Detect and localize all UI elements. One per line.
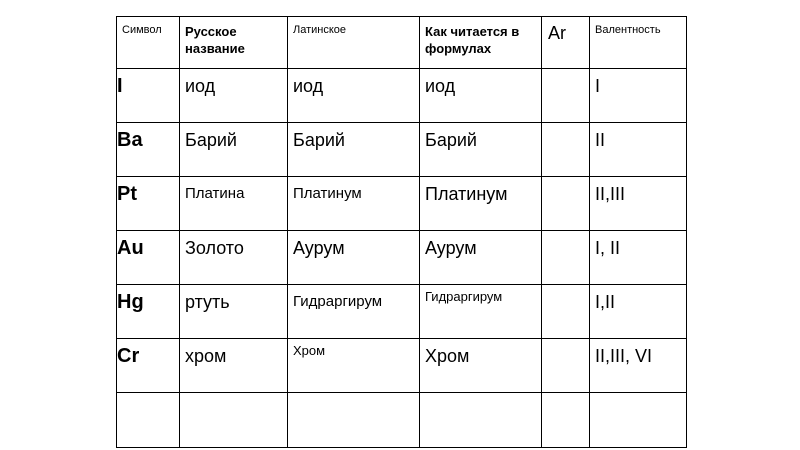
cell-latin: Хром	[288, 339, 420, 393]
cell-read: Платинум	[420, 177, 542, 231]
cell-valence: II,III	[590, 177, 687, 231]
cell-symbol: Ba	[117, 123, 180, 177]
cell-valence	[590, 393, 687, 448]
cell-russian: хром	[180, 339, 288, 393]
cell-read: иод	[420, 69, 542, 123]
header-russian-name: Русское название	[180, 17, 288, 69]
table-row	[117, 69, 687, 123]
table-row	[117, 177, 687, 231]
table-row	[117, 339, 687, 393]
cell-russian: Золото	[180, 231, 288, 285]
cell-read: Барий	[420, 123, 542, 177]
cell-latin	[288, 393, 420, 448]
cell-ar	[542, 231, 590, 285]
cell-latin: иод	[288, 69, 420, 123]
cell-latin: Аурум	[288, 231, 420, 285]
cell-ar	[542, 123, 590, 177]
cell-ar	[542, 69, 590, 123]
header-symbol: Символ	[117, 17, 180, 69]
cell-valence: I, II	[590, 231, 687, 285]
cell-russian: Барий	[180, 123, 288, 177]
cell-russian: иод	[180, 69, 288, 123]
cell-read: Гидраргирум	[420, 285, 542, 339]
table-row	[117, 231, 687, 285]
table-row-empty	[117, 393, 687, 448]
cell-symbol: Hg	[117, 285, 180, 339]
cell-read: Аурум	[420, 231, 542, 285]
header-latin-name: Латинское	[288, 17, 420, 69]
header-valence: Валентность	[590, 17, 687, 69]
cell-symbol	[117, 393, 180, 448]
cell-russian	[180, 393, 288, 448]
cell-ar	[542, 339, 590, 393]
cell-latin: Барий	[288, 123, 420, 177]
cell-symbol: Au	[117, 231, 180, 285]
cell-latin: Гидраргирум	[288, 285, 420, 339]
cell-russian: ртуть	[180, 285, 288, 339]
table-row	[117, 285, 687, 339]
cell-valence: II	[590, 123, 687, 177]
cell-valence: I,II	[590, 285, 687, 339]
header-read-as: Как читается в формулах	[420, 17, 542, 69]
cell-valence: I	[590, 69, 687, 123]
cell-symbol: I	[117, 69, 180, 123]
cell-ar	[542, 285, 590, 339]
cell-valence: II,III, VI	[590, 339, 687, 393]
elements-table	[116, 16, 687, 448]
cell-ar	[542, 177, 590, 231]
table-header-row	[117, 17, 687, 69]
table-row	[117, 123, 687, 177]
cell-symbol: Cr	[117, 339, 180, 393]
cell-latin: Платинум	[288, 177, 420, 231]
cell-symbol: Pt	[117, 177, 180, 231]
cell-russian: Платина	[180, 177, 288, 231]
cell-read: Хром	[420, 339, 542, 393]
cell-ar	[542, 393, 590, 448]
header-ar: Ar	[542, 17, 590, 69]
cell-read	[420, 393, 542, 448]
